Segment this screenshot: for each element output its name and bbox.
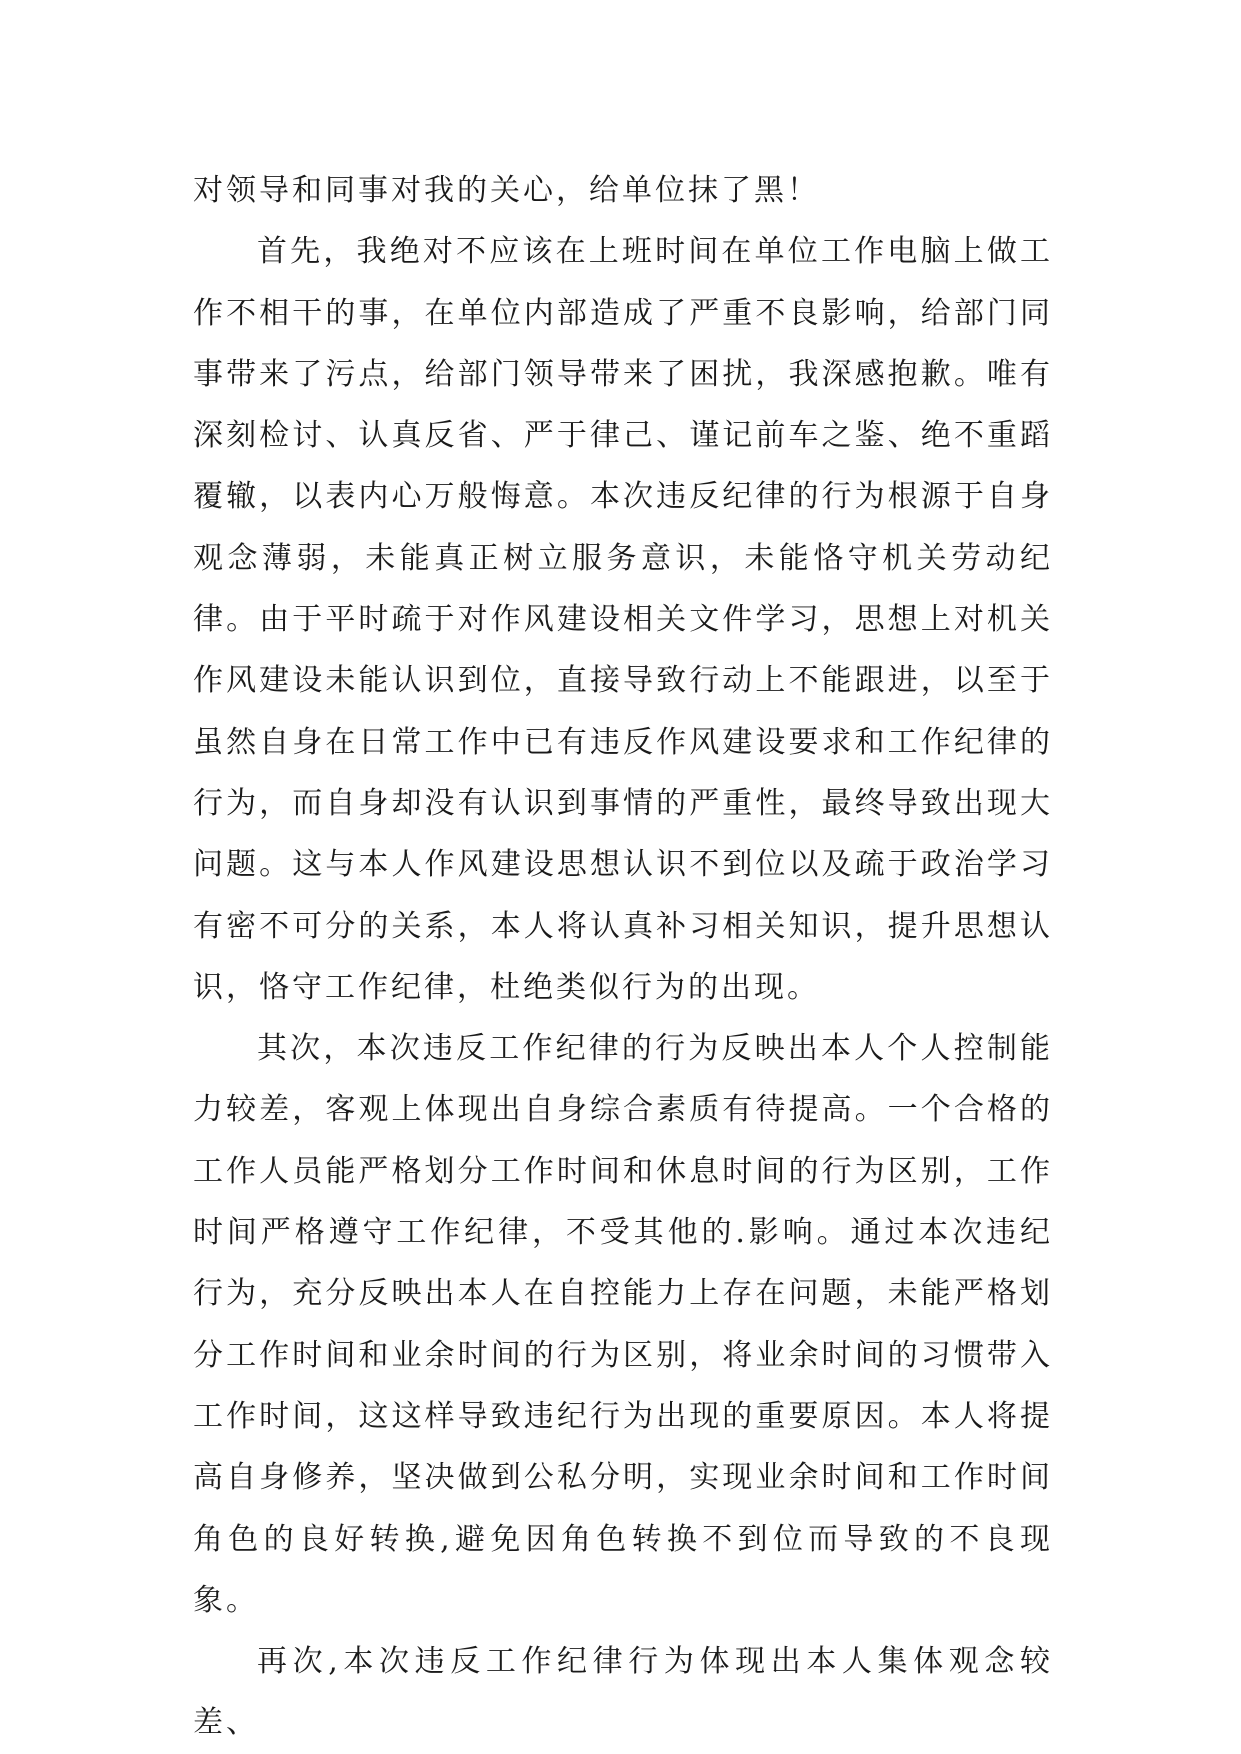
- paragraph-3: 其次，本次违反工作纪律的行为反映出本人个人控制能力较差，客观上体现出自身综合素质有待提高。一个合格的工作人员能严格划分工作时间和休息时间的行为区别，工作时间严格遵守工作纪律，不受其他的.影响。通过本次违纪行为，充分反映出本人在自控能力上存在问题，未能严格划分工作时间和业余时间的行为区别，将业余时间的习惯带入工作时间，这这样导致违纪行为出现的重要原因。本人将提高自身修养，坚决做到公私分明，实现业余时间和工作时间角色的良好转换,避免因角色转换不到位而导致的不良现象。: [193, 1031, 1053, 1618]
- paragraph-1: 对领导和同事对我的关心，给单位抹了黑！: [193, 173, 820, 208]
- paragraph-4: 再次,本次违反工作纪律行为体现出本人集体观念较差、: [193, 1644, 1053, 1741]
- document-body: [193, 160, 1053, 1754]
- paragraph-2: 首先，我绝对不应该在上班时间在单位工作电脑上做工作不相干的事，在单位内部造成了严重不良影响，给部门同事带来了污点，给部门领导带来了困扰，我深感抱歉。唯有深刻检讨、认真反省、严于律己、谨记前车之鉴、绝不重蹈覆辙，以表内心万般悔意。本次违反纪律的行为根源于自身观念薄弱，未能真正树立服务意识，未能恪守机关劳动纪律。由于平时疏于对作风建设相关文件学习，思想上对机关作风建设未能认识到位，直接导致行动上不能跟进，以至于虽然自身在日常工作中已有违反作风建设要求和工作纪律的行为，而自身却没有认识到事情的严重性，最终导致出现大问题。这与本人作风建设思想认识不到位以及疏于政治学习有密不可分的关系，本人将认真补习相关知识，提升思想认识，恪守工作纪律，杜绝类似行为的出现。: [193, 234, 1053, 1005]
